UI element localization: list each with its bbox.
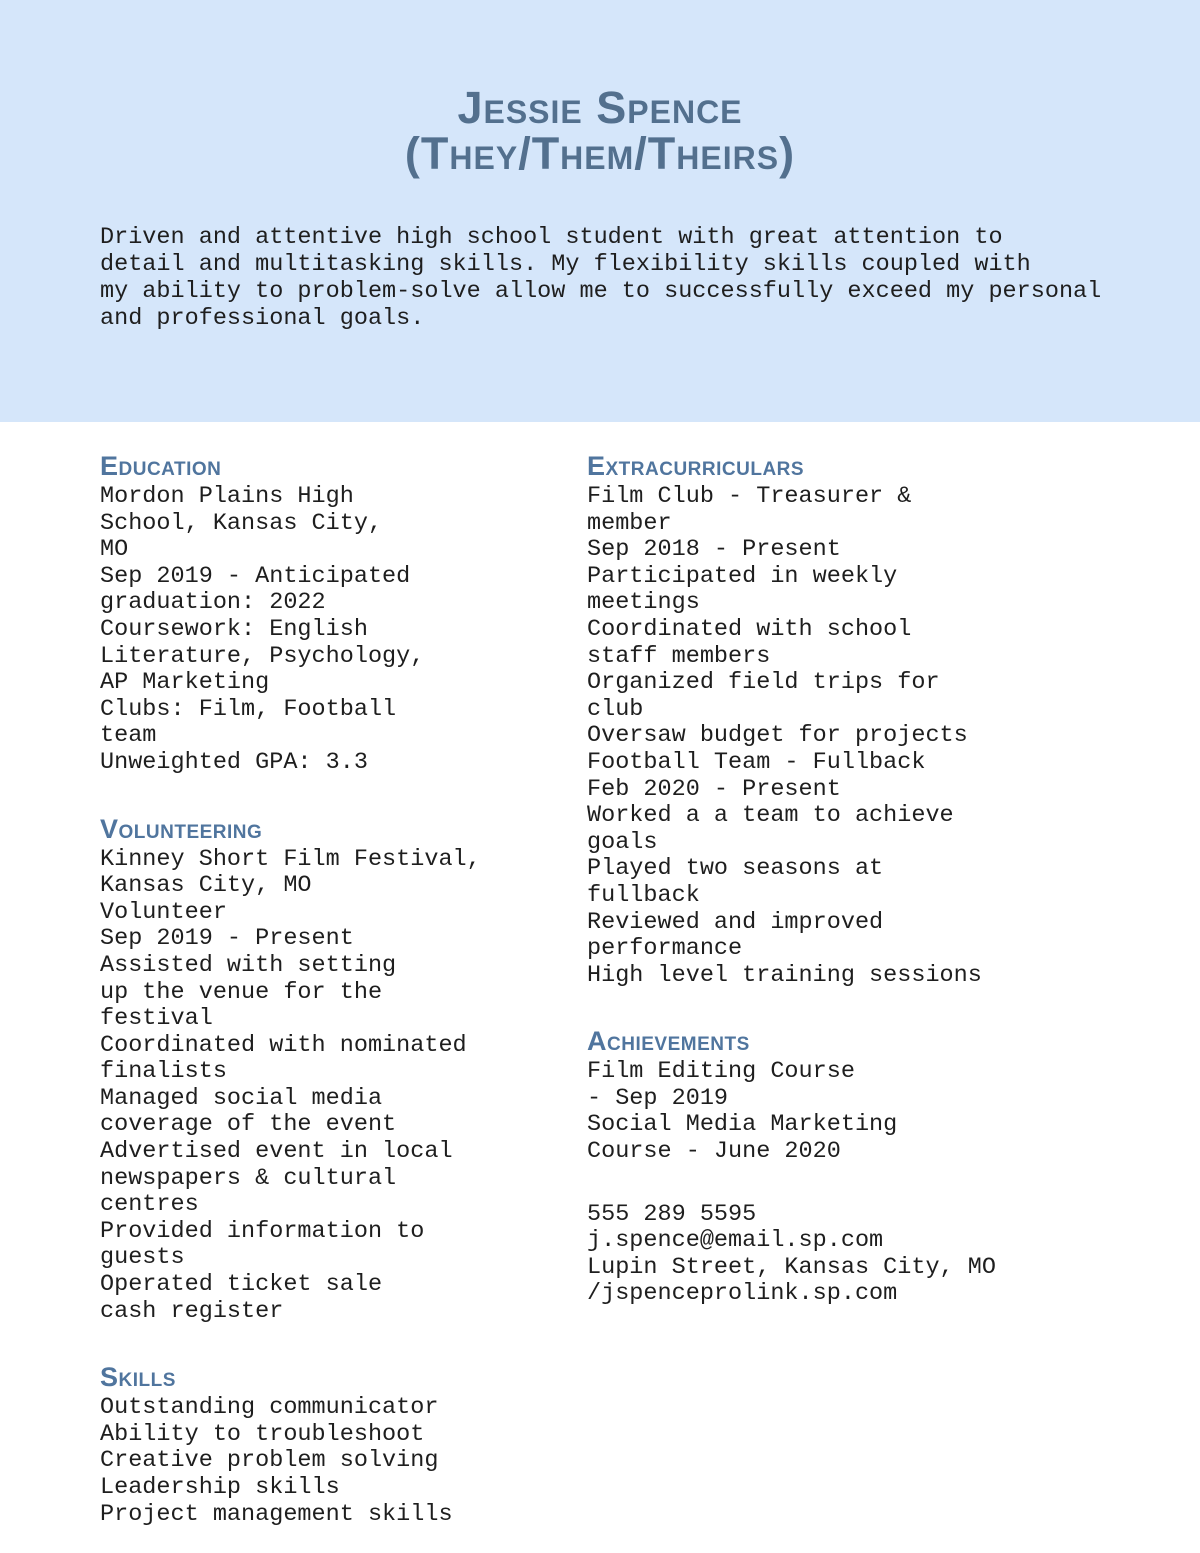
text-line: Coursework: English xyxy=(100,615,368,643)
text-line: goals xyxy=(587,828,658,856)
text-line: Oversaw budget for projects xyxy=(587,722,968,750)
resume-header xyxy=(0,0,1200,422)
text-line: Outstanding communicator xyxy=(100,1394,439,1422)
contact-address: Lupin Street, Kansas City, MO xyxy=(587,1253,996,1281)
text-line: Clubs: Film, Football xyxy=(100,695,397,723)
text-line: Course - June 2020 xyxy=(587,1138,841,1166)
text-line: team xyxy=(100,722,157,750)
text-line: guests xyxy=(100,1244,185,1272)
text-line: club xyxy=(587,695,644,723)
text-line: centres xyxy=(100,1191,199,1219)
text-line: Coordinated with nominated xyxy=(100,1031,467,1059)
text-line: cash register xyxy=(100,1297,284,1325)
text-line: Played two seasons at xyxy=(587,855,884,883)
text-line: Provided information to xyxy=(100,1217,425,1245)
text-line: Creative problem solving xyxy=(100,1447,439,1475)
text-line: Advertised event in local xyxy=(100,1138,453,1166)
text-line: Leadership skills xyxy=(100,1474,340,1501)
person-pronouns: (They/Them/Theirs) xyxy=(404,128,796,179)
section-heading: Achievements xyxy=(587,1026,750,1057)
text-line: Football Team - Fullback xyxy=(587,748,926,776)
contact-phone: 555 289 5595 xyxy=(587,1200,757,1228)
text-line: School, Kansas City, xyxy=(100,509,383,537)
text-line: High level training sessions xyxy=(587,961,982,989)
text-line: finalists xyxy=(100,1058,227,1086)
summary-line: my ability to problem-solve allow me to successfully exceed my personal xyxy=(100,278,1102,305)
text-line: Participated in weekly xyxy=(587,562,898,590)
contact-block xyxy=(587,1202,1147,1308)
section-heading: Volunteering xyxy=(100,813,263,844)
text-line: Managed social media xyxy=(100,1084,383,1112)
left-section-education xyxy=(100,452,580,777)
text-line: Kansas City, MO xyxy=(100,872,312,900)
summary-paragraph xyxy=(100,224,1200,332)
text-line: Sep 2019 - Present xyxy=(100,925,354,953)
right-column xyxy=(587,452,1147,1308)
text-line: Feb 2020 - Present xyxy=(587,775,841,803)
right-section-achievements xyxy=(587,1027,1147,1165)
text-line: - Sep 2019 xyxy=(587,1084,729,1112)
text-line: performance xyxy=(587,935,743,963)
text-line: Sep 2019 - Anticipated xyxy=(100,562,411,590)
summary-line: detail and multitasking skills. My flexibility skills coupled with xyxy=(100,251,1031,278)
text-line: coverage of the event xyxy=(100,1111,397,1139)
text-line: Mordon Plains High xyxy=(100,483,354,510)
text-line: Literature, Psychology, xyxy=(100,642,425,670)
left-section-skills xyxy=(100,1363,580,1528)
contact-email: j.spence@email.sp.com xyxy=(587,1227,884,1255)
text-line: staff members xyxy=(587,642,771,670)
text-line: Worked a a team to achieve xyxy=(587,802,954,830)
text-line: Sep 2018 - Present xyxy=(587,536,841,564)
text-line: Unweighted GPA: 3.3 xyxy=(100,748,368,776)
section-heading: Education xyxy=(100,451,222,481)
text-line: MO xyxy=(100,536,129,564)
text-line: Reviewed and improved xyxy=(587,908,884,936)
text-line: Assisted with setting xyxy=(100,951,397,979)
text-line: Social Media Marketing xyxy=(587,1111,898,1139)
text-line: meetings xyxy=(587,589,700,617)
left-section-volunteering xyxy=(100,815,580,1326)
text-line: Operated ticket sale xyxy=(100,1271,383,1299)
text-line: Film Editing Course xyxy=(587,1058,855,1086)
person-name: Jessie Spence xyxy=(457,82,743,133)
section-heading: Skills xyxy=(100,1362,176,1393)
text-line: Film Club - Treasurer & xyxy=(587,483,912,510)
summary-line: and professional goals. xyxy=(100,305,425,332)
text-line: Project management skills xyxy=(100,1500,453,1528)
text-line: Volunteer xyxy=(100,898,227,926)
text-line: fullback xyxy=(587,881,700,909)
text-line: member xyxy=(587,509,672,537)
right-section-extracurriculars xyxy=(587,452,1147,989)
text-line: Kinney Short Film Festival, xyxy=(100,845,481,873)
text-line: festival xyxy=(100,1005,213,1033)
left-column xyxy=(100,452,580,1528)
text-line: graduation: 2022 xyxy=(100,589,326,617)
summary-line: Driven and attentive high school student with great attention to xyxy=(100,224,1003,251)
text-line: newspapers & cultural xyxy=(100,1164,397,1192)
text-line: Coordinated with school xyxy=(587,615,912,643)
text-line: up the venue for the xyxy=(100,978,383,1006)
contact-link: /jspenceprolink.sp.com xyxy=(587,1280,898,1308)
text-line: Ability to troubleshoot xyxy=(100,1420,425,1448)
text-line: AP Marketing xyxy=(100,669,270,697)
section-heading: Extracurriculars xyxy=(587,451,805,481)
text-line: Organized field trips for xyxy=(587,669,940,697)
